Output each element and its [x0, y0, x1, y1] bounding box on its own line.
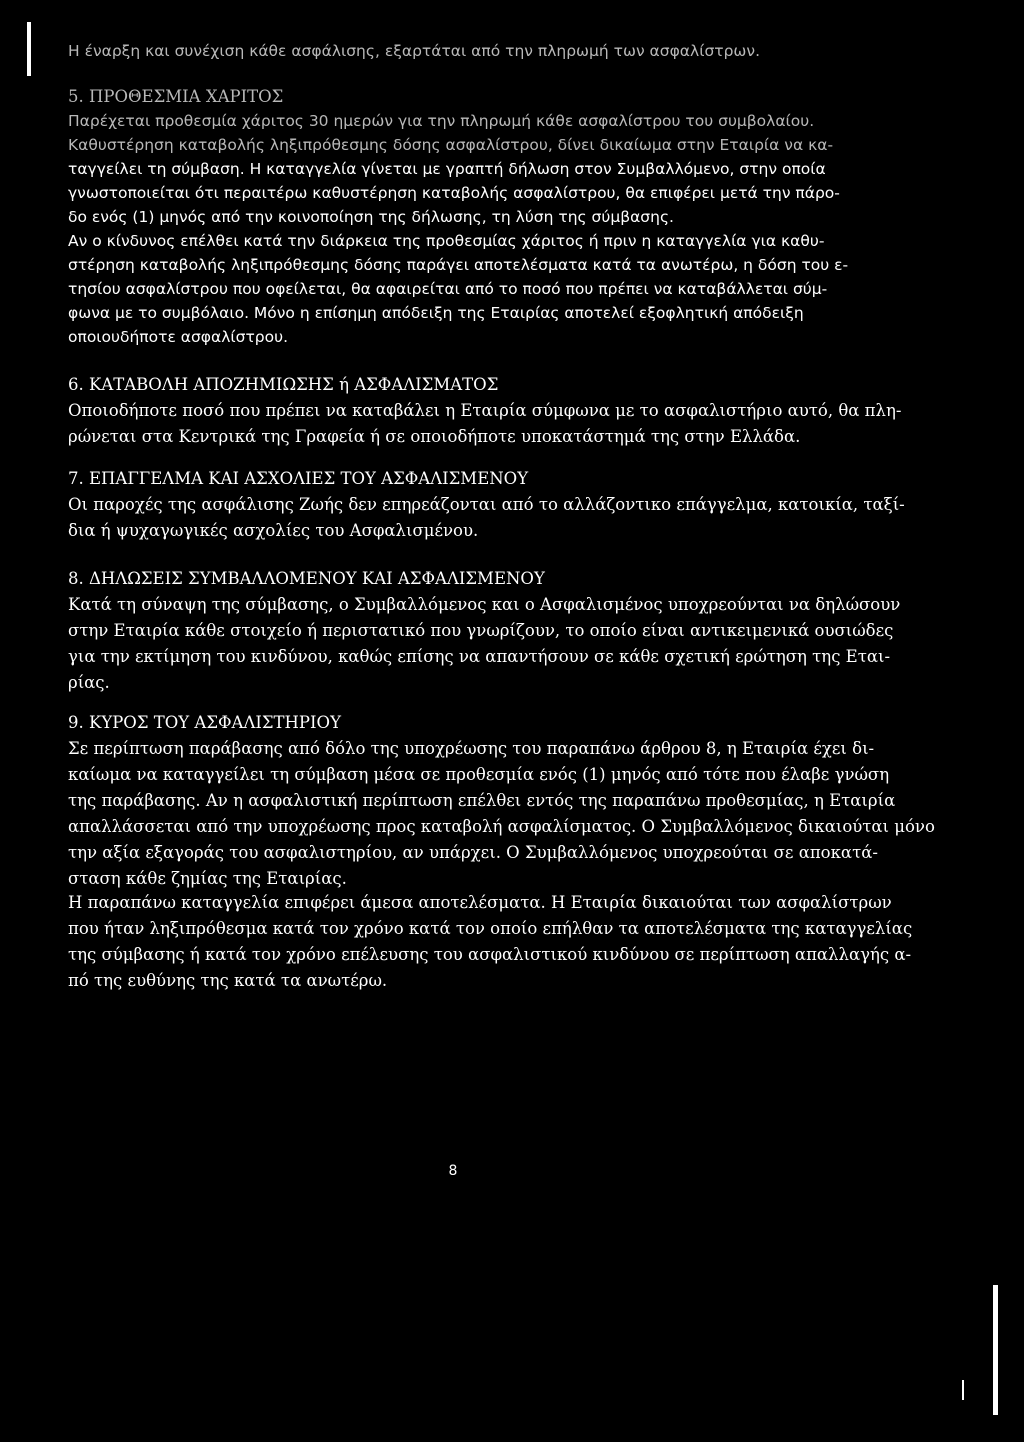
section-9-line: σταση κάθε ζημίας της Εταιρίας.	[68, 869, 347, 888]
section-9-line: της σύμβασης ή κατά τον χρόνο επέλευσης του ασφαλιστικού κινδύνου σε περίπτωση απαλλαγής α-	[68, 945, 912, 964]
section-8-line: για την εκτίμηση του κινδύνου, καθώς επίσης να απαντήσουν σε κάθε σχετική ερώτηση της Εται-	[68, 647, 891, 666]
section-7-line: δια ή ψυχαγωγικές ασχολίες του Ασφαλισμένου.	[68, 521, 479, 540]
scan-edge-bar-left	[27, 22, 31, 76]
section-5-line: στέρηση καταβολής ληξιπρόθεσμης δόσης παράγει αποτελέσματα κατά τα ανωτέρω, η δόση του ε-	[68, 256, 849, 274]
section-5-line: γνωστοποιείται ότι περαιτέρω καθυστέρηση καταβολής ασφαλίστρου, θα επιφέρει μετά την πάρο-	[68, 184, 840, 202]
section-6-line: ρώνεται στα Κεντρικά της Γραφεία ή σε οποιοδήποτε υποκατάστημά της στην Ελλάδα.	[68, 427, 801, 446]
section-9-line: που ήταν ληξιπρόθεσμα κατά τον χρόνο κατά τον οποίο επήλθαν τα αποτελέσματα της καταγγελίας	[68, 919, 913, 938]
section-7-heading: 7. ΕΠΑΓΓΕΛΜΑ ΚΑΙ ΑΣΧΟΛΙΕΣ ΤΟΥ ΑΣΦΑΛΙΣΜΕΝΟΥ	[68, 469, 529, 488]
section-9-line: καίωμα να καταγγείλει τη σύμβαση μέσα σε προθεσμία ενός (1) μηνός από τότε που έλαβε γνώση	[68, 765, 890, 784]
section-9-line: πό της ευθύνης της κατά τα ανωτέρω.	[68, 971, 388, 990]
section-5-line: δο ενός (1) μηνός από την κοινοποίηση της δήλωσης, τη λύση της σύμβασης.	[68, 208, 674, 226]
section-8-line: ρίας.	[68, 673, 110, 692]
section-7-line: Οι παροχές της ασφάλισης Ζωής δεν επηρεάζονται από το αλλάζοντικο επάγγελμα, κατοικία, ταξί-	[68, 495, 905, 514]
intro-line: Η έναρξη και συνέχιση κάθε ασφάλισης, εξαρτάται από την πληρωμή των ασφαλίστρων.	[68, 42, 760, 60]
section-5-line: Καθυστέρηση καταβολής ληξιπρόθεσμης δόσης ασφαλίστρου, δίνει δικαίωμα στην Εταιρία να κα-	[68, 136, 834, 154]
section-8-line: στην Εταιρία κάθε στοιχείο ή περιστατικό που γνωρίζουν, το οποίο είναι αντικειμενικά ουσιώδες	[68, 621, 894, 640]
section-5-line: ταγγείλει τη σύμβαση. Η καταγγελία γίνεται με γραπτή δήλωση στον Συμβαλλόμενο, στην οποία	[68, 160, 826, 178]
scan-edge-bar-right	[993, 1285, 998, 1415]
section-8-heading: 8. ΔΗΛΩΣΕΙΣ ΣΥΜΒΑΛΛΟΜΕΝΟΥ ΚΑΙ ΑΣΦΑΛΙΣΜΕΝΟΥ	[68, 569, 545, 588]
section-9-line: Η παραπάνω καταγγελία επιφέρει άμεσα αποτελέσματα. Η Εταιρία δικαιούται των ασφαλίστρων	[68, 893, 892, 912]
section-9-line: την αξία εξαγοράς του ασφαλιστηρίου, αν υπάρχει. Ο Συμβαλλόμενος υποχρεούται σε αποκατά-	[68, 843, 878, 862]
section-9-line: της παράβασης. Αν η ασφαλιστική περίπτωση επέλθει εντός της παραπάνω προθεσμίας, η Εταιρία	[68, 791, 896, 810]
scan-edge-mark-right	[962, 1380, 964, 1400]
section-5-heading: 5. ΠΡΟΘΕΣΜΙΑ ΧΑΡΙΤΟΣ	[68, 87, 284, 106]
section-6-heading: 6. ΚΑΤΑΒΟΛΗ ΑΠΟΖΗΜΙΩΣΗΣ ή ΑΣΦΑΛΙΣΜΑΤΟΣ	[68, 375, 499, 394]
page-number: 8	[448, 1163, 458, 1179]
section-5-line: Αν ο κίνδυνος επέλθει κατά την διάρκεια της προθεσμίας χάριτος ή πριν η καταγγελία για καθυ-	[68, 232, 825, 250]
section-6-line: Οποιοδήποτε ποσό που πρέπει να καταβάλει η Εταιρία σύμφωνα με το ασφαλιστήριο αυτό, θα πλη-	[68, 401, 902, 420]
section-5-line: τησίου ασφαλίστρου που οφείλεται, θα αφαιρείται από το ποσό που πρέπει να καταβάλλεται σύμ-	[68, 280, 828, 298]
section-5-line: Παρέχεται προθεσμία χάριτος 30 ημερών για την πληρωμή κάθε ασφαλίστρου του συμβολαίου.	[68, 112, 815, 130]
section-9-heading: 9. ΚΥΡΟΣ ΤΟΥ ΑΣΦΑΛΙΣΤΗΡΙΟΥ	[68, 713, 341, 732]
section-9-line: απαλλάσσεται από την υποχρέωσης προς καταβολή ασφαλίσματος. Ο Συμβαλλόμενος δικαιούται μόνο	[68, 817, 935, 836]
section-5-line: φωνα με το συμβόλαιο. Μόνο η επίσημη απόδειξη της Εταιρίας αποτελεί εξοφλητική απόδειξη	[68, 304, 804, 322]
section-5-line: οποιουδήποτε ασφαλίστρου.	[68, 328, 289, 346]
section-8-line: Κατά τη σύναψη της σύμβασης, ο Συμβαλλόμενος και ο Ασφαλισμένος υποχρεούνται να δηλώσουν	[68, 595, 901, 614]
section-9-line: Σε περίπτωση παράβασης από δόλο της υποχρέωσης του παραπάνω άρθρου 8, η Εταιρία έχει δι-	[68, 739, 875, 758]
